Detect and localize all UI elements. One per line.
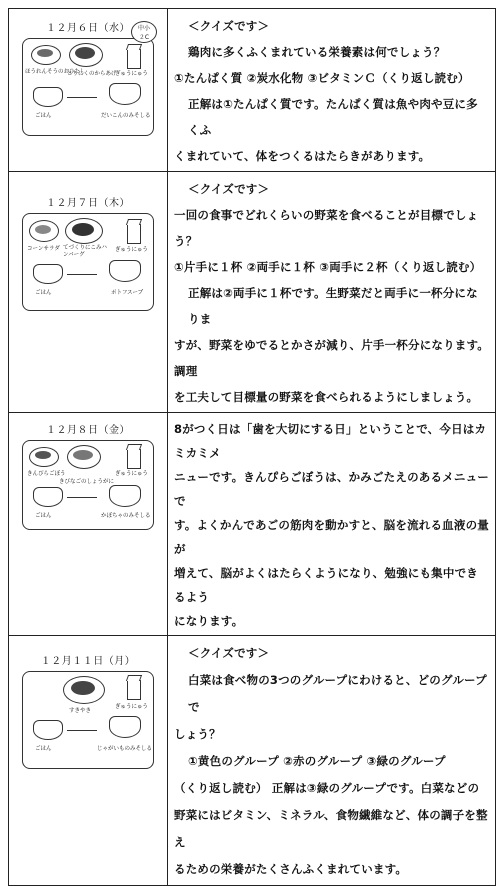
tray-illustration <box>22 671 154 769</box>
dish-label: てづくりにこみハンバーグ <box>63 245 108 258</box>
text-line: すが、野菜をゆでるとかさが減り、片手一杯分になります。調理 <box>174 338 489 378</box>
day-row <box>9 413 496 636</box>
soup-bowl <box>109 260 141 282</box>
text-line: 一回の食事でどれくらいの野菜を食べることが目標でしょう？ <box>174 208 479 248</box>
quiz-text <box>168 636 496 886</box>
tray-cell <box>9 413 168 636</box>
dish-label: きびなごのしょうがに <box>59 479 115 485</box>
dish-label: ごはん <box>35 113 52 119</box>
rice-bowl <box>33 264 63 284</box>
day-date: １２月８日（金） <box>46 425 130 436</box>
text-line: 鶏肉に多くふくまれている栄養素は何でしょう？ <box>188 45 446 59</box>
text-line: 正解は②両手に１杯です。生野菜だと両手に一杯分になりま <box>188 286 478 326</box>
dish-label: かぼちゃのみそしる <box>101 513 151 519</box>
text-line: 正解は①たんぱく質です。たんぱく質は魚や肉や豆に多くふ <box>188 97 478 137</box>
day-date: １２月６日（水） <box>46 23 130 34</box>
food-icon <box>73 450 93 460</box>
milk-icon <box>127 449 141 469</box>
tray-cell <box>9 9 168 172</box>
dish-label: ポトフスープ <box>111 290 144 296</box>
dish-label: ぎゅうにゅう <box>115 247 148 253</box>
rice-bowl <box>33 720 63 740</box>
tray-cell <box>9 172 168 413</box>
chopsticks <box>67 730 97 731</box>
quiz-text <box>168 172 496 413</box>
dish-label: ごはん <box>35 290 52 296</box>
tray-cell <box>9 636 168 886</box>
day-date: １２月１１日（月） <box>40 656 136 667</box>
class-badge: 中小 ２C <box>131 21 157 43</box>
dish-label: ほうれんそうのおひたし <box>25 69 86 75</box>
dish-label: きんぴらごぼう <box>27 471 66 477</box>
soup-bowl <box>109 485 141 507</box>
food-icon <box>37 49 53 57</box>
text-line: しょう？ <box>174 727 221 741</box>
dish-label: ごはん <box>35 513 52 519</box>
dish-label: だいこんのみそしる <box>101 113 151 119</box>
chopsticks <box>67 97 97 98</box>
text-line: 野菜にはビタミン、ミネラル、食物繊維など、体の調子を整え <box>174 808 488 849</box>
chopsticks <box>67 497 97 498</box>
text-line: す。よくかんであごの筋肉を動かすと、脳を流れる血液の量が <box>174 518 489 556</box>
tray-illustration <box>22 213 154 311</box>
dish-label: ぎゅうにゅう <box>115 704 148 710</box>
text-line: を工夫して目標量の野菜を食べられるようにしましょう。 <box>174 390 479 404</box>
rice-bowl <box>33 87 63 107</box>
dish-label: とりにくのからあげ <box>67 71 117 77</box>
text-line: になります。 <box>174 614 244 628</box>
dish-label: ぎゅうにゅう <box>115 471 148 477</box>
milk-icon <box>127 680 141 700</box>
dish-label: ごはん <box>35 746 52 752</box>
text-line: 8がつく日は「歯を大切にする日」ということで、今日はカミカミメ <box>174 422 487 460</box>
rice-bowl <box>33 487 63 507</box>
milk-icon <box>127 49 141 69</box>
dish-label: コーンサラダ <box>27 246 60 252</box>
text-line: るための栄養がたくさんふくまれています。 <box>174 862 408 876</box>
text-line: ニューです。きんぴらごぼうは、かみごたえのあるメニューで <box>174 470 489 508</box>
quiz-heading: ＜クイズです＞ <box>188 646 270 660</box>
food-icon <box>71 681 95 695</box>
soup-bowl <box>109 716 141 738</box>
day-date: １２月７日（木） <box>46 198 130 209</box>
text-line: くまれていて、体をつくるはたらきがあります。 <box>174 149 431 163</box>
quiz-heading: ＜クイズです＞ <box>188 182 270 196</box>
text-line: ①黄色のグループ ②赤のグループ ③緑のグループ <box>188 754 446 768</box>
food-icon <box>75 47 95 59</box>
quiz-heading: ＜クイズです＞ <box>188 19 270 33</box>
text-line: （くり返し読む） 正解は③緑のグループです。白菜などの <box>174 781 480 795</box>
chopsticks <box>67 274 97 275</box>
soup-bowl <box>109 83 141 105</box>
food-icon <box>35 225 51 234</box>
text-line: 増えて、脳がよくはたらくようになり、勉強にも集中できるよう <box>174 566 478 604</box>
quiz-text <box>168 9 496 172</box>
dish-label: すきやき <box>69 708 92 714</box>
menu-table <box>8 8 496 886</box>
food-icon <box>72 223 94 236</box>
food-icon <box>35 451 51 459</box>
tray-illustration <box>22 440 154 530</box>
milk-icon <box>127 224 141 244</box>
day-row <box>9 172 496 413</box>
text-line: ①たんぱく質 ②炭水化物 ③ビタミンＣ（くり返し読む） <box>174 71 470 85</box>
day-row <box>9 9 496 172</box>
dish-label: ぎゅうにゅう <box>115 71 148 77</box>
day-row <box>9 636 496 886</box>
menu-text <box>168 413 496 636</box>
text-line: 白菜は食べ物の3つのグループにわけると、どのグループで <box>188 673 487 714</box>
menu-page <box>8 8 496 886</box>
dish-label: じゃがいものみそしる <box>97 746 153 752</box>
text-line: ①片手に１杯 ②両手に１杯 ③両手に２杯（くり返し読む） <box>174 260 482 274</box>
